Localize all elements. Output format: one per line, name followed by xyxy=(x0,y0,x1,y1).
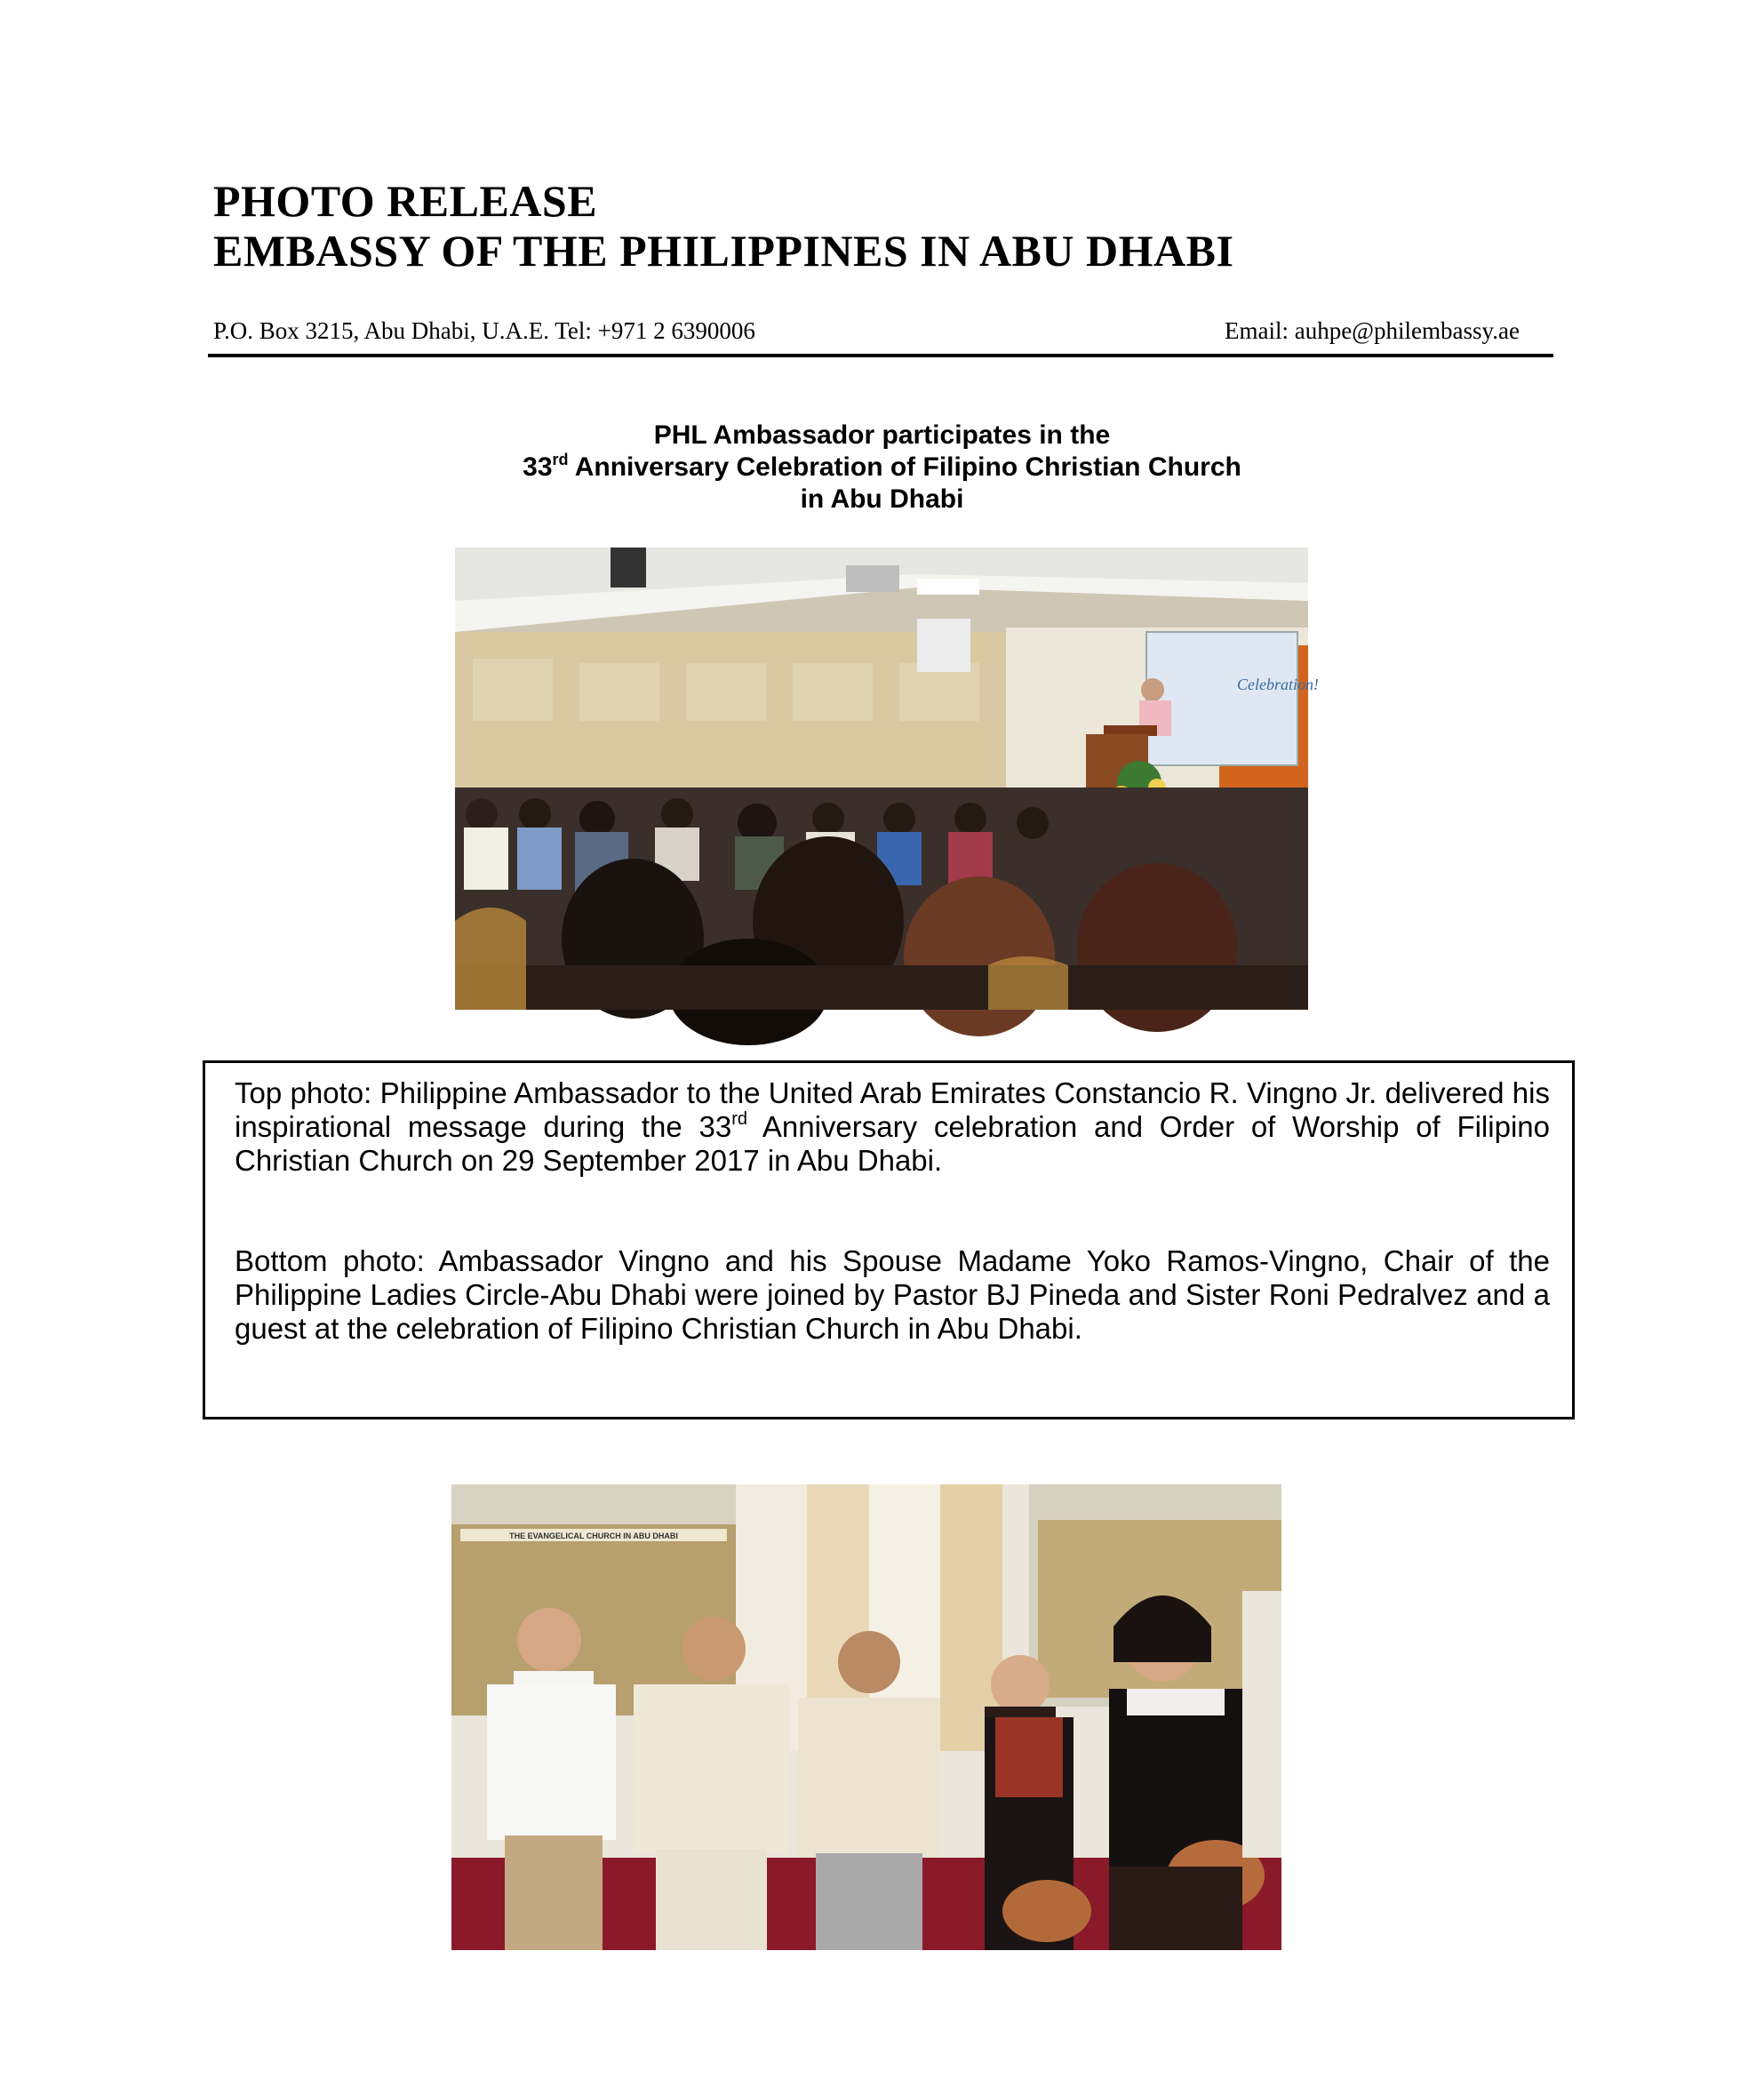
caption-top-photo: Top photo: Philippine Ambassador to the United Arab Emirates Constancio R. Vingno Jr. delivered his inspirational message during the 33rd Anniversary celebration and Order of Worship of Filipino Christian Church on 29 September 2017 in Abu Dhabi. xyxy=(235,1076,1550,1177)
headline-line3: in Abu Dhabi xyxy=(800,484,964,514)
headline-line1: PHL Ambassador participates in the xyxy=(653,420,1111,450)
caption-bottom-photo: Bottom photo: Ambassador Vingno and his Spouse Madame Yoko Ramos-Vingno, Chair of the Philippine Ladies Circle-Abu Dhabi were joined by Pastor BJ Pineda and Sister Roni Pedralvez and a guest at the celebration of Filipino Christian Church in Abu Dhabi. xyxy=(235,1244,1550,1345)
release-title xyxy=(213,176,1233,276)
top-photo xyxy=(455,548,1319,1010)
headline-line2: 33rd Anniversary Celebration of Filipino Christian Church xyxy=(523,451,1241,482)
banner-text: THE EVANGELICAL CHURCH IN ABU DHABI xyxy=(509,1531,678,1540)
release-title-line2: EMBASSY OF THE PHILIPPINES IN ABU DHABI xyxy=(213,226,1234,276)
headline xyxy=(355,420,1409,516)
header-divider xyxy=(208,354,1553,357)
address-text: P.O. Box 3215, Abu Dhabi, U.A.E. Tel: +971 2 6390006 xyxy=(213,317,755,344)
bottom-photo xyxy=(451,1484,1281,1950)
email-text: Email: auhpe@philembassy.ae xyxy=(1224,317,1520,344)
release-title-line1: PHOTO RELEASE xyxy=(213,176,598,226)
screen-text: Celebration! xyxy=(1237,676,1319,693)
